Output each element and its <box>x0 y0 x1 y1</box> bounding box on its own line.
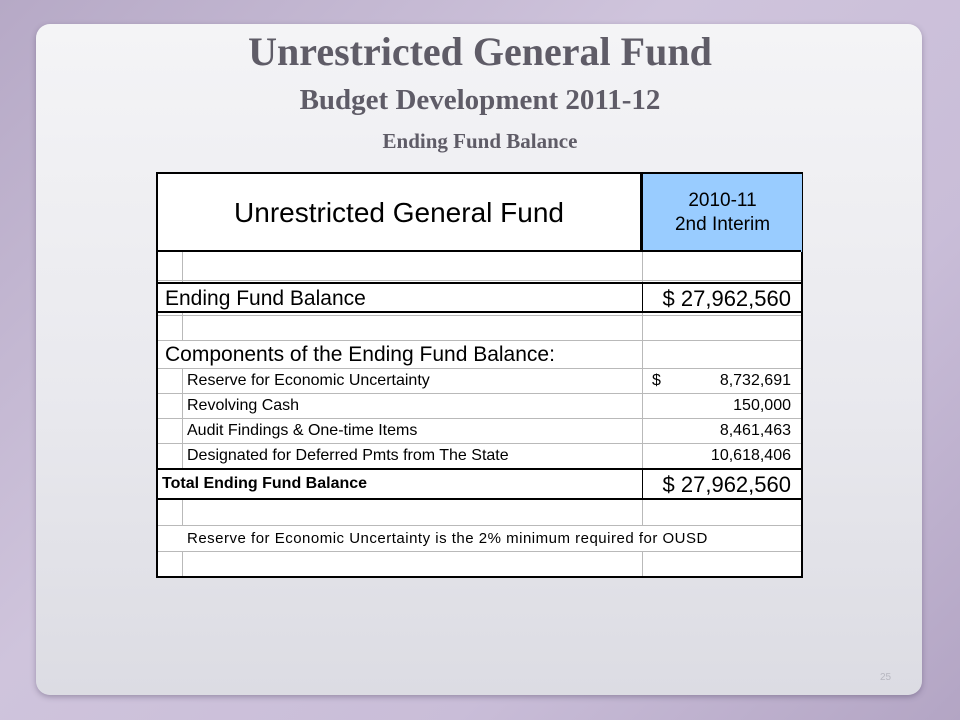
item-label: Revolving Cash <box>187 397 300 414</box>
fund-balance-table <box>156 172 803 578</box>
item-currency: $ <box>652 372 661 389</box>
slide-subtitle: Budget Development 2011-12 <box>299 84 661 116</box>
item-value: 8,732,691 <box>719 372 791 389</box>
table-header-period <box>642 174 802 252</box>
grid-line <box>642 341 643 368</box>
components-label: Components of the Ending Fund Balance: <box>165 343 555 366</box>
slide-subtitle-secondary: Ending Fund Balance <box>382 129 578 153</box>
ending-balance-label: Ending Fund Balance <box>165 287 366 310</box>
ending-balance-row <box>158 284 801 312</box>
total-label: Total Ending Fund Balance <box>162 475 368 492</box>
item-value: 8,461,463 <box>719 422 791 439</box>
item-value: 10,618,406 <box>710 447 791 464</box>
table-row <box>158 369 801 393</box>
table-row <box>158 419 801 443</box>
grid-line <box>642 284 643 312</box>
table-row <box>158 394 801 418</box>
ending-balance-value: $ 27,962,560 <box>662 286 791 311</box>
grid-line <box>158 280 801 281</box>
item-label: Designated for Deferred Pmts from The State <box>187 447 509 464</box>
item-value: 150,000 <box>733 397 791 414</box>
total-row <box>158 470 801 498</box>
header-bottom-rule <box>158 250 801 252</box>
components-header-row <box>158 341 801 368</box>
page-number: 25 <box>880 672 892 683</box>
row-rule <box>158 311 801 313</box>
header-period-label: 2nd Interim <box>674 214 771 235</box>
header-year: 2010-11 <box>688 190 757 211</box>
note-text: Reserve for Economic Uncertainty is the 2% minimum required for OUSD <box>187 530 708 547</box>
item-label: Reserve for Economic Uncertainty <box>187 372 430 389</box>
note-row <box>158 526 801 551</box>
row-rule <box>158 498 801 500</box>
grid-line <box>642 470 643 498</box>
table-header-title: Unrestricted General Fund <box>158 174 642 252</box>
item-label: Audit Findings & One-time Items <box>187 422 418 439</box>
table-row <box>158 444 801 468</box>
total-value: $ 27,962,560 <box>662 472 791 497</box>
grid-line <box>158 315 801 316</box>
grid-line <box>158 551 801 552</box>
slide-title: Unrestricted General Fund <box>248 29 712 74</box>
